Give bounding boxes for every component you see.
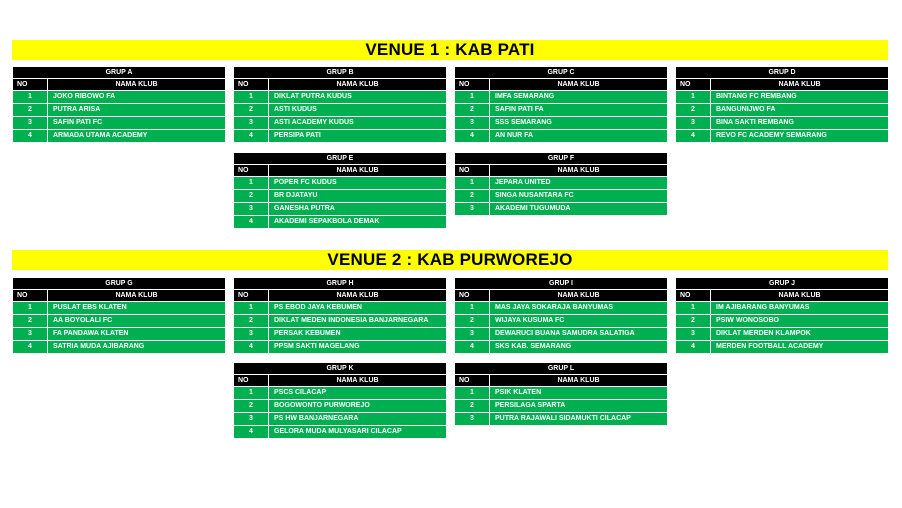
team-name: ASTI KUDUS <box>269 104 447 117</box>
team-name: ARMADA UTAMA ACADEMY <box>48 130 226 143</box>
team-name: PS EBOD JAYA KEBUMEN <box>269 302 447 315</box>
team-number: 1 <box>13 302 48 315</box>
no-header: NO <box>13 290 48 302</box>
group-table <box>233 277 447 354</box>
team-number: 4 <box>234 426 269 439</box>
team-number: 4 <box>13 341 48 354</box>
no-header: NO <box>234 79 269 91</box>
team-row <box>234 104 447 117</box>
team-name: FA PANDAWA KLATEN <box>48 328 226 341</box>
club-name-header: NAMA KLUB <box>711 290 889 302</box>
team-name: PUSLAT EBS KLATEN <box>48 302 226 315</box>
team-name: IMFA SEMARANG <box>490 91 668 104</box>
team-row <box>234 177 447 190</box>
team-row <box>455 177 668 190</box>
no-header: NO <box>234 290 269 302</box>
group-title: GRUP A <box>13 67 226 79</box>
team-number: 4 <box>455 130 490 143</box>
team-name: DIKLAT PUTRA KUDUS <box>269 91 447 104</box>
group-header-row <box>455 79 668 91</box>
group-table <box>454 277 668 354</box>
group-title: GRUP B <box>234 67 447 79</box>
team-number: 2 <box>455 315 490 328</box>
team-row <box>455 328 668 341</box>
group-table <box>12 277 226 354</box>
group-title: GRUP H <box>234 278 447 290</box>
no-header: NO <box>455 165 490 177</box>
group-title: GRUP G <box>13 278 226 290</box>
team-name: SATRIA MUDA AJIBARANG <box>48 341 226 354</box>
venue-2-banner: VENUE 2 : KAB PURWOREJO <box>12 250 888 270</box>
group-table <box>454 66 668 143</box>
group-table <box>12 66 226 143</box>
team-row <box>234 91 447 104</box>
team-number: 1 <box>234 302 269 315</box>
group-title: GRUP L <box>455 363 668 375</box>
team-number: 2 <box>676 315 711 328</box>
group-table <box>675 66 889 143</box>
group-table <box>233 362 447 439</box>
team-number: 4 <box>234 130 269 143</box>
team-name: PERSIPA PATI <box>269 130 447 143</box>
team-name: GELORA MUDA MULYASARI CILACAP <box>269 426 447 439</box>
group-header-row <box>234 79 447 91</box>
team-row <box>676 341 889 354</box>
team-number: 3 <box>455 328 490 341</box>
team-row <box>676 117 889 130</box>
team-name: PPSM SAKTI MAGELANG <box>269 341 447 354</box>
team-number: 4 <box>676 341 711 354</box>
team-row <box>455 117 668 130</box>
team-name: AN NUR FA <box>490 130 668 143</box>
team-name: DIKLAT MEDEN INDONESIA BANJARNEGARA <box>269 315 447 328</box>
group-header-row <box>455 290 668 302</box>
team-row <box>13 117 226 130</box>
team-row <box>455 203 668 216</box>
team-number: 2 <box>234 400 269 413</box>
team-name: JOKO RIBOWO FA <box>48 91 226 104</box>
group-title: GRUP D <box>676 67 889 79</box>
group-header-row <box>234 375 447 387</box>
team-number: 3 <box>455 203 490 216</box>
group-header-row <box>455 375 668 387</box>
team-number: 3 <box>455 117 490 130</box>
team-number: 2 <box>455 104 490 117</box>
team-name: PERSILAGA SPARTA <box>490 400 668 413</box>
group-header-row <box>455 165 668 177</box>
team-name: PSCS CILACAP <box>269 387 447 400</box>
team-name: AKADEMI SEPAKBOLA DEMAK <box>269 216 447 229</box>
team-name: PUTRA RAJAWALI SIDAMUKTI CILACAP <box>490 413 668 426</box>
team-number: 1 <box>455 177 490 190</box>
team-row <box>234 341 447 354</box>
team-name: SAFIN PATI FA <box>490 104 668 117</box>
team-name: PUTRA ARISA <box>48 104 226 117</box>
team-name: PERSAK KEBUMEN <box>269 328 447 341</box>
team-name: SSS SEMARANG <box>490 117 668 130</box>
team-name: PSIK KLATEN <box>490 387 668 400</box>
team-number: 2 <box>455 190 490 203</box>
club-name-header: NAMA KLUB <box>490 165 668 177</box>
team-number: 3 <box>234 203 269 216</box>
team-row <box>455 315 668 328</box>
team-row <box>455 130 668 143</box>
team-number: 4 <box>676 130 711 143</box>
team-name: BINA SAKTI REMBANG <box>711 117 889 130</box>
team-name: IM AJIBARANG BANYUMAS <box>711 302 889 315</box>
team-name: DEWARUCI BUANA SAMUDRA SALATIGA <box>490 328 668 341</box>
team-number: 2 <box>455 400 490 413</box>
group-table <box>454 362 668 426</box>
team-number: 4 <box>234 341 269 354</box>
team-number: 2 <box>676 104 711 117</box>
club-name-header: NAMA KLUB <box>490 79 668 91</box>
team-name: SAFIN PATI FC <box>48 117 226 130</box>
team-number: 3 <box>13 117 48 130</box>
team-number: 2 <box>13 104 48 117</box>
team-name: DIKLAT MERDEN KLAMPOK <box>711 328 889 341</box>
team-number: 2 <box>234 104 269 117</box>
group-table <box>675 277 889 354</box>
team-row <box>13 302 226 315</box>
group-table <box>454 152 668 216</box>
team-name: PS HW BANJARNEGARA <box>269 413 447 426</box>
team-name: POPER FC KUDUS <box>269 177 447 190</box>
no-header: NO <box>455 290 490 302</box>
group-header-row <box>676 290 889 302</box>
team-number: 1 <box>234 177 269 190</box>
group-title: GRUP K <box>234 363 447 375</box>
team-number: 3 <box>676 328 711 341</box>
team-name: AKADEMI TUGUMUDA <box>490 203 668 216</box>
club-name-header: NAMA KLUB <box>269 290 447 302</box>
team-number: 1 <box>455 387 490 400</box>
group-title: GRUP F <box>455 153 668 165</box>
team-row <box>234 190 447 203</box>
team-row <box>455 387 668 400</box>
group-header-row <box>234 165 447 177</box>
team-name: JEPARA UNITED <box>490 177 668 190</box>
team-name: SINGA NUSANTARA FC <box>490 190 668 203</box>
team-number: 4 <box>13 130 48 143</box>
team-row <box>234 203 447 216</box>
team-name: WIJAYA KUSUMA FC <box>490 315 668 328</box>
team-row <box>455 104 668 117</box>
club-name-header: NAMA KLUB <box>490 290 668 302</box>
team-row <box>676 328 889 341</box>
team-row <box>455 190 668 203</box>
team-name: MERDEN FOOTBALL ACADEMY <box>711 341 889 354</box>
team-number: 1 <box>234 387 269 400</box>
group-title: GRUP J <box>676 278 889 290</box>
team-row <box>234 387 447 400</box>
team-row <box>234 400 447 413</box>
team-name: GANESHA PUTRA <box>269 203 447 216</box>
group-header-row <box>13 79 226 91</box>
team-name: BR DJATAYU <box>269 190 447 203</box>
club-name-header: NAMA KLUB <box>269 375 447 387</box>
team-row <box>13 130 226 143</box>
team-row <box>234 328 447 341</box>
team-number: 1 <box>13 91 48 104</box>
team-row <box>234 117 447 130</box>
team-name: ASTI ACADEMY KUDUS <box>269 117 447 130</box>
club-name-header: NAMA KLUB <box>269 165 447 177</box>
team-row <box>455 413 668 426</box>
team-row <box>13 315 226 328</box>
team-name: PSIW WONOSOBO <box>711 315 889 328</box>
group-title: GRUP I <box>455 278 668 290</box>
team-row <box>13 341 226 354</box>
team-name: BANGUNIJWO FA <box>711 104 889 117</box>
team-row <box>234 315 447 328</box>
team-name: MAS JAYA SOKARAJA BANYUMAS <box>490 302 668 315</box>
team-number: 3 <box>455 413 490 426</box>
no-header: NO <box>455 79 490 91</box>
team-row <box>234 426 447 439</box>
team-row <box>676 302 889 315</box>
no-header: NO <box>676 290 711 302</box>
club-name-header: NAMA KLUB <box>48 290 226 302</box>
team-row <box>234 302 447 315</box>
group-header-row <box>13 290 226 302</box>
team-number: 3 <box>234 117 269 130</box>
team-number: 2 <box>234 315 269 328</box>
venue-1-banner: VENUE 1 : KAB PATI <box>12 40 888 60</box>
team-row <box>676 315 889 328</box>
team-name: BINTANG FC REMBANG <box>711 91 889 104</box>
team-row <box>455 91 668 104</box>
group-title: GRUP E <box>234 153 447 165</box>
team-row <box>13 91 226 104</box>
team-number: 1 <box>676 302 711 315</box>
club-name-header: NAMA KLUB <box>269 79 447 91</box>
group-title: GRUP C <box>455 67 668 79</box>
team-row <box>234 216 447 229</box>
team-row <box>455 400 668 413</box>
team-number: 3 <box>13 328 48 341</box>
team-number: 4 <box>455 341 490 354</box>
group-table <box>233 66 447 143</box>
team-name: BOGOWONTO PURWOREJO <box>269 400 447 413</box>
team-number: 2 <box>234 190 269 203</box>
team-row <box>676 91 889 104</box>
team-name: AA BOYOLALI FC <box>48 315 226 328</box>
team-row <box>13 104 226 117</box>
club-name-header: NAMA KLUB <box>490 375 668 387</box>
group-header-row <box>234 290 447 302</box>
team-row <box>234 413 447 426</box>
team-number: 1 <box>676 91 711 104</box>
team-row <box>13 328 226 341</box>
team-number: 3 <box>234 328 269 341</box>
team-name: REVO FC ACADEMY SEMARANG <box>711 130 889 143</box>
team-row <box>676 130 889 143</box>
club-name-header: NAMA KLUB <box>48 79 226 91</box>
no-header: NO <box>234 375 269 387</box>
team-name: SKS KAB. SEMARANG <box>490 341 668 354</box>
team-number: 1 <box>455 91 490 104</box>
team-number: 3 <box>676 117 711 130</box>
group-table <box>233 152 447 229</box>
group-header-row <box>676 79 889 91</box>
team-number: 4 <box>234 216 269 229</box>
team-number: 1 <box>234 91 269 104</box>
no-header: NO <box>676 79 711 91</box>
no-header: NO <box>455 375 490 387</box>
team-number: 1 <box>455 302 490 315</box>
team-number: 3 <box>234 413 269 426</box>
team-row <box>455 341 668 354</box>
team-row <box>455 302 668 315</box>
no-header: NO <box>234 165 269 177</box>
no-header: NO <box>13 79 48 91</box>
team-number: 2 <box>13 315 48 328</box>
club-name-header: NAMA KLUB <box>711 79 889 91</box>
team-row <box>676 104 889 117</box>
team-row <box>234 130 447 143</box>
